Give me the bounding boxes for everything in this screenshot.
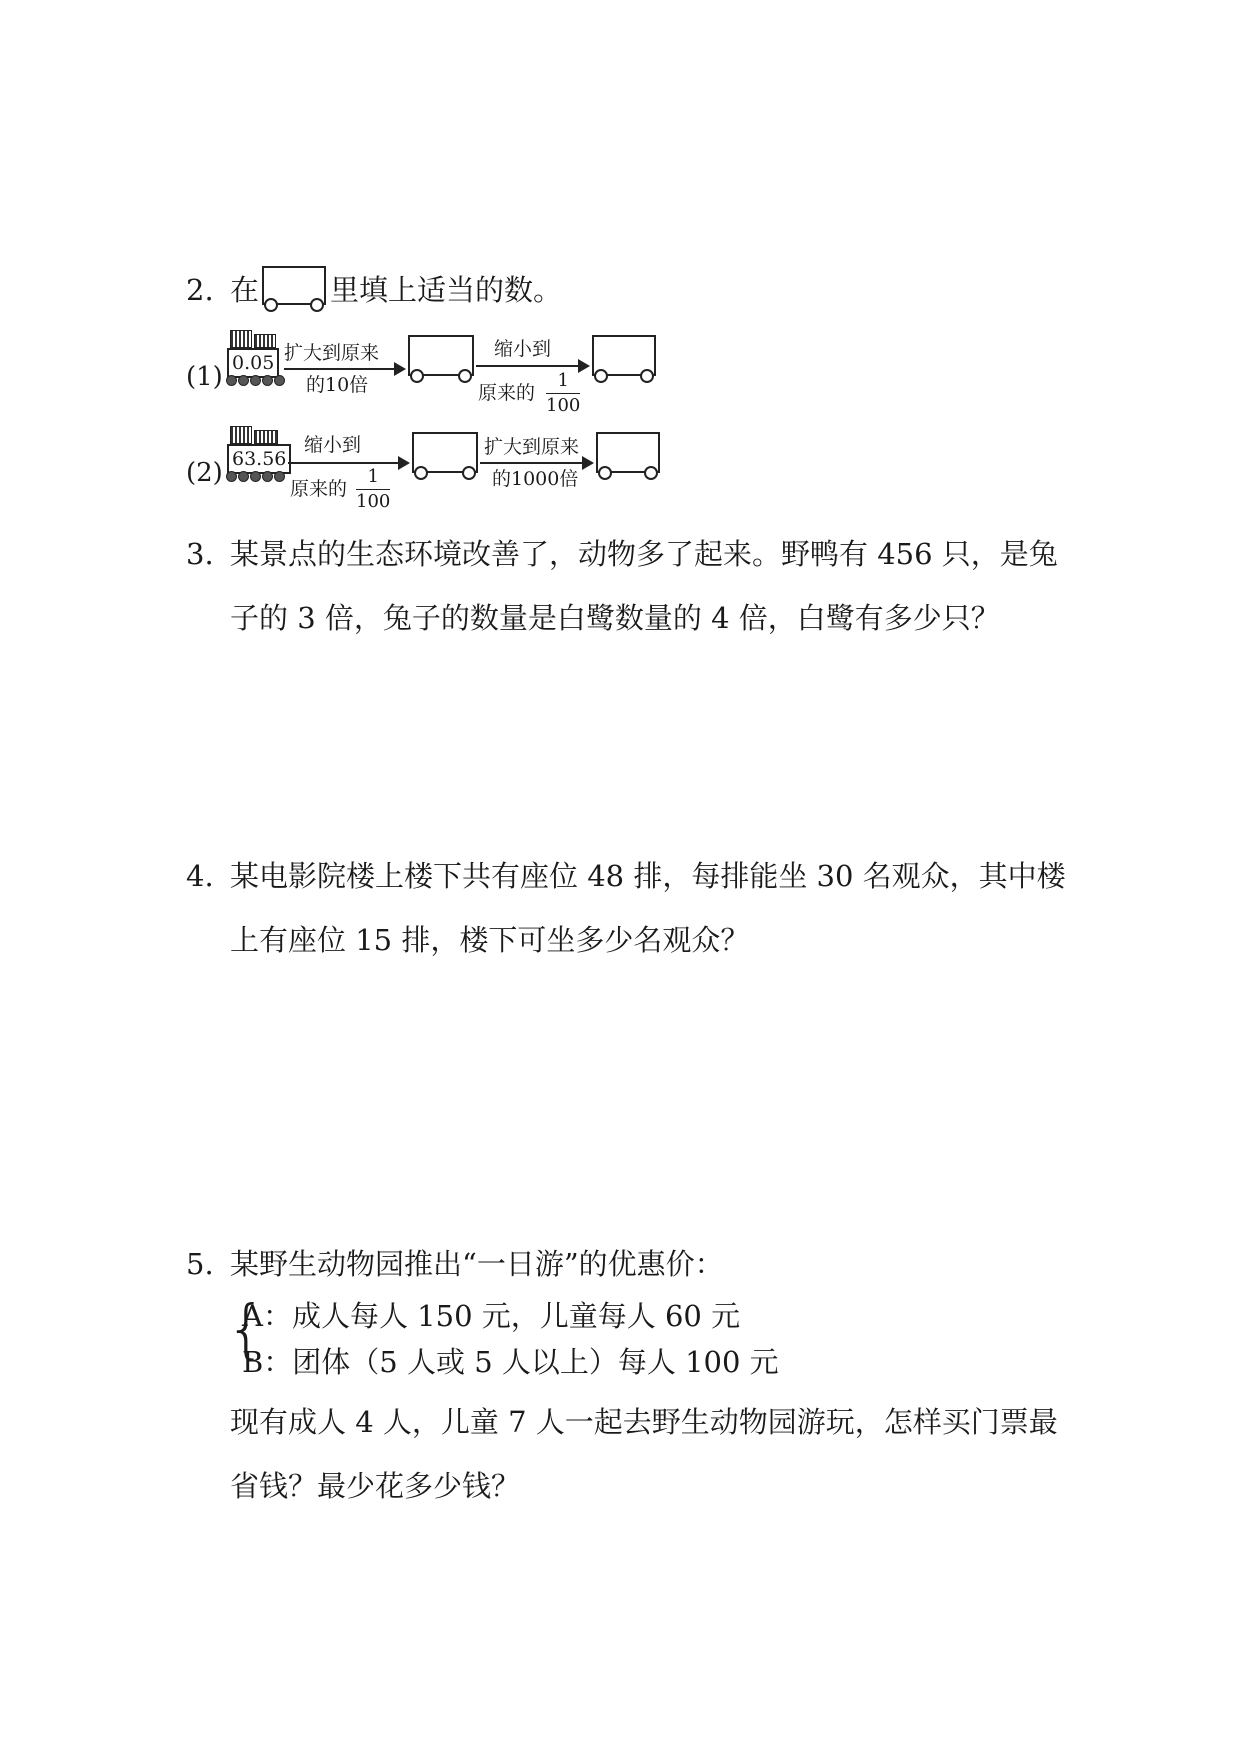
- q2-number: 2.: [186, 273, 214, 307]
- q2-part1-step2-bottom: 原来的: [478, 382, 536, 404]
- q2-part2-step2-top: 扩大到原来: [484, 436, 580, 458]
- fraction-denominator: 100: [546, 395, 581, 416]
- q2-part2-step1-top: 缩小到: [304, 434, 362, 456]
- fraction-numerator: 1: [367, 466, 379, 487]
- q2-part1-step2-fraction: [546, 372, 580, 415]
- fraction-denominator: 100: [356, 491, 391, 512]
- q2-part1-blank-cart-2[interactable]: [592, 335, 656, 383]
- q2-part2-step1-fraction: [356, 468, 390, 511]
- q5-options-brace: {: [226, 1293, 267, 1367]
- q2-part2-arrow2: [480, 462, 592, 464]
- q2-part2-blank-cart-2[interactable]: [596, 432, 660, 480]
- q2-part2-label: (2): [186, 458, 223, 488]
- q3-line1: 某景点的生态环境改善了，动物多了起来。野鸭有 456 只，是兔: [230, 537, 1058, 571]
- q2-part1-step2-top: 缩小到: [494, 338, 552, 360]
- q4-number: 4.: [186, 859, 214, 893]
- q2-part1-step1-bottom: 的10倍: [306, 374, 369, 396]
- q2-part2-train: [222, 426, 292, 482]
- q2-part1-start-value: 0.05: [227, 348, 279, 378]
- q4-line2: 上有座位 15 排，楼下可坐多少名观众？: [230, 923, 750, 957]
- q5-option-a: A：成人每人 150 元，儿童每人 60 元: [242, 1299, 741, 1333]
- q2-suffix: 里填上适当的数。: [330, 273, 563, 307]
- q2-part1-train: [222, 330, 284, 386]
- q5-number: 5.: [186, 1247, 214, 1281]
- q5-option-b: B：团体（5 人或 5 人以上）每人 100 元: [242, 1345, 779, 1379]
- q2-prefix: 在: [230, 273, 260, 307]
- fraction-numerator: 1: [557, 370, 569, 391]
- q4-line1: 某电影院楼上楼下共有座位 48 排，每排能坐 30 名观众，其中楼: [230, 859, 1066, 893]
- q5-line3: 现有成人 4 人，儿童 7 人一起去野生动物园游玩，怎样买门票最: [230, 1405, 1058, 1439]
- q3-number: 3.: [186, 537, 214, 571]
- q5-line4: 省钱？最少花多少钱？: [230, 1469, 521, 1503]
- q5-intro: 某野生动物园推出“一日游”的优惠价：: [230, 1247, 724, 1281]
- q2-part2-blank-cart-1[interactable]: [412, 432, 478, 480]
- q3-line2: 子的 3 倍，兔子的数量是白鹭数量的 4 倍，白鹭有多少只？: [230, 601, 1000, 635]
- q2-blank-cart-example: [262, 266, 326, 312]
- q2-part1-blank-cart-1[interactable]: [408, 335, 474, 383]
- q2-part2-start-value: 63.56: [227, 444, 291, 474]
- q2-part2-step2-bottom: 的1000倍: [492, 468, 579, 490]
- q2-part2-arrow1: [288, 462, 408, 464]
- q2-part1-label: (1): [186, 362, 223, 392]
- q2-part1-step1-top: 扩大到原来: [284, 342, 380, 364]
- q2-part2-step1-bottom: 原来的: [290, 478, 348, 500]
- q2-part1-arrow1: [284, 368, 404, 370]
- q2-part1-arrow2: [476, 365, 588, 367]
